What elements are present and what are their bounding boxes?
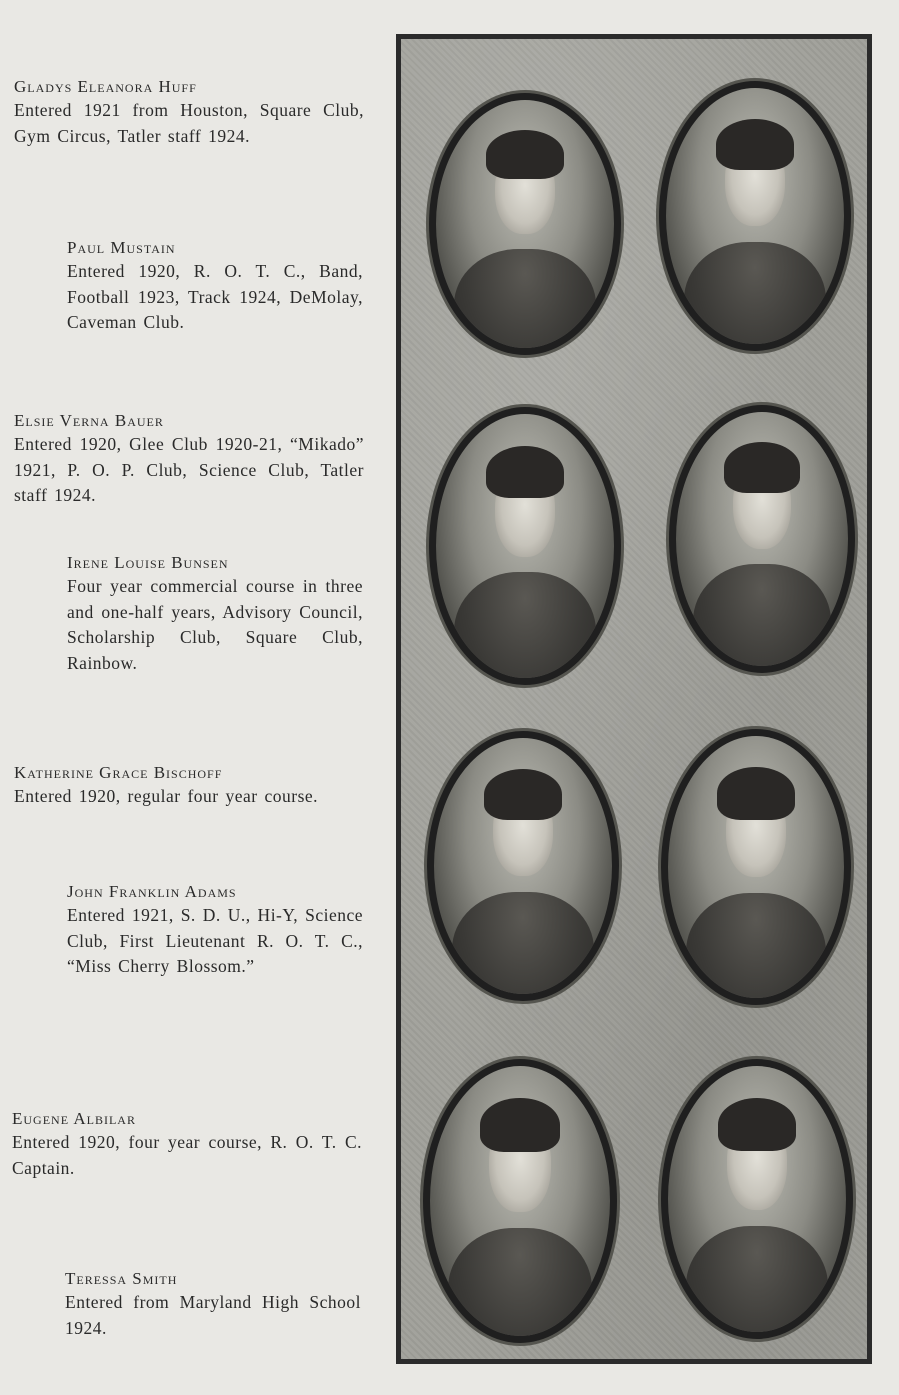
portrait-photo xyxy=(429,407,621,685)
entry-eugene-albilar xyxy=(12,1108,362,1181)
entry-gladys-huff xyxy=(14,76,364,149)
entry-name: Katherine Grace Bischoff xyxy=(14,763,223,782)
entry-teressa-smith xyxy=(65,1268,361,1341)
portrait-panel xyxy=(396,34,872,1364)
portrait-photo xyxy=(661,1059,853,1339)
entry-john-adams xyxy=(67,881,363,980)
entry-katherine-bischoff xyxy=(14,762,374,810)
portrait-photo xyxy=(661,729,851,1005)
entry-bio: Four year commercial course in three and one-half years, Advisory Council, Scholarship Club, Square Club, Rainbow. xyxy=(67,576,363,673)
entry-name: John Franklin Adams xyxy=(67,882,237,901)
entry-name: Irene Louise Bunsen xyxy=(67,553,229,572)
entry-bio: Entered 1921, S. D. U., Hi-Y, Science Club, First Lieutenant R. O. T. C., “Miss Cherry Blossom.” xyxy=(67,905,363,976)
portrait-photo xyxy=(423,1059,617,1343)
entry-irene-bunsen xyxy=(67,552,363,676)
entry-bio: Entered 1921 from Houston, Square Club, Gym Circus, Tatler staff 1924. xyxy=(14,100,364,146)
portrait-photo xyxy=(427,731,619,1001)
entry-name: Teressa Smith xyxy=(65,1269,178,1288)
entry-bio: Entered 1920, Glee Club 1920-21, “Mikado” 1921, P. O. P. Club, Science Club, Tatler staff 1924. xyxy=(14,434,364,505)
entry-bio: Entered from Maryland High School 1924. xyxy=(65,1292,361,1338)
portrait-photo xyxy=(669,405,855,673)
entry-name: Eugene Albilar xyxy=(12,1109,136,1128)
entry-paul-mustain xyxy=(67,237,363,336)
portrait-photo xyxy=(659,81,851,351)
entry-name: Gladys Eleanora Huff xyxy=(14,77,197,96)
entry-elsie-bauer xyxy=(14,410,364,509)
entry-bio: Entered 1920, R. O. T. C., Band, Football 1923, Track 1924, DeMolay, Caveman Club. xyxy=(67,261,363,332)
entry-name: Elsie Verna Bauer xyxy=(14,411,164,430)
entry-bio: Entered 1920, four year course, R. O. T. C. Captain. xyxy=(12,1132,362,1178)
portrait-photo xyxy=(429,93,621,355)
entry-name: Paul Mustain xyxy=(67,238,176,257)
entry-bio: Entered 1920, regular four year course. xyxy=(14,786,319,806)
